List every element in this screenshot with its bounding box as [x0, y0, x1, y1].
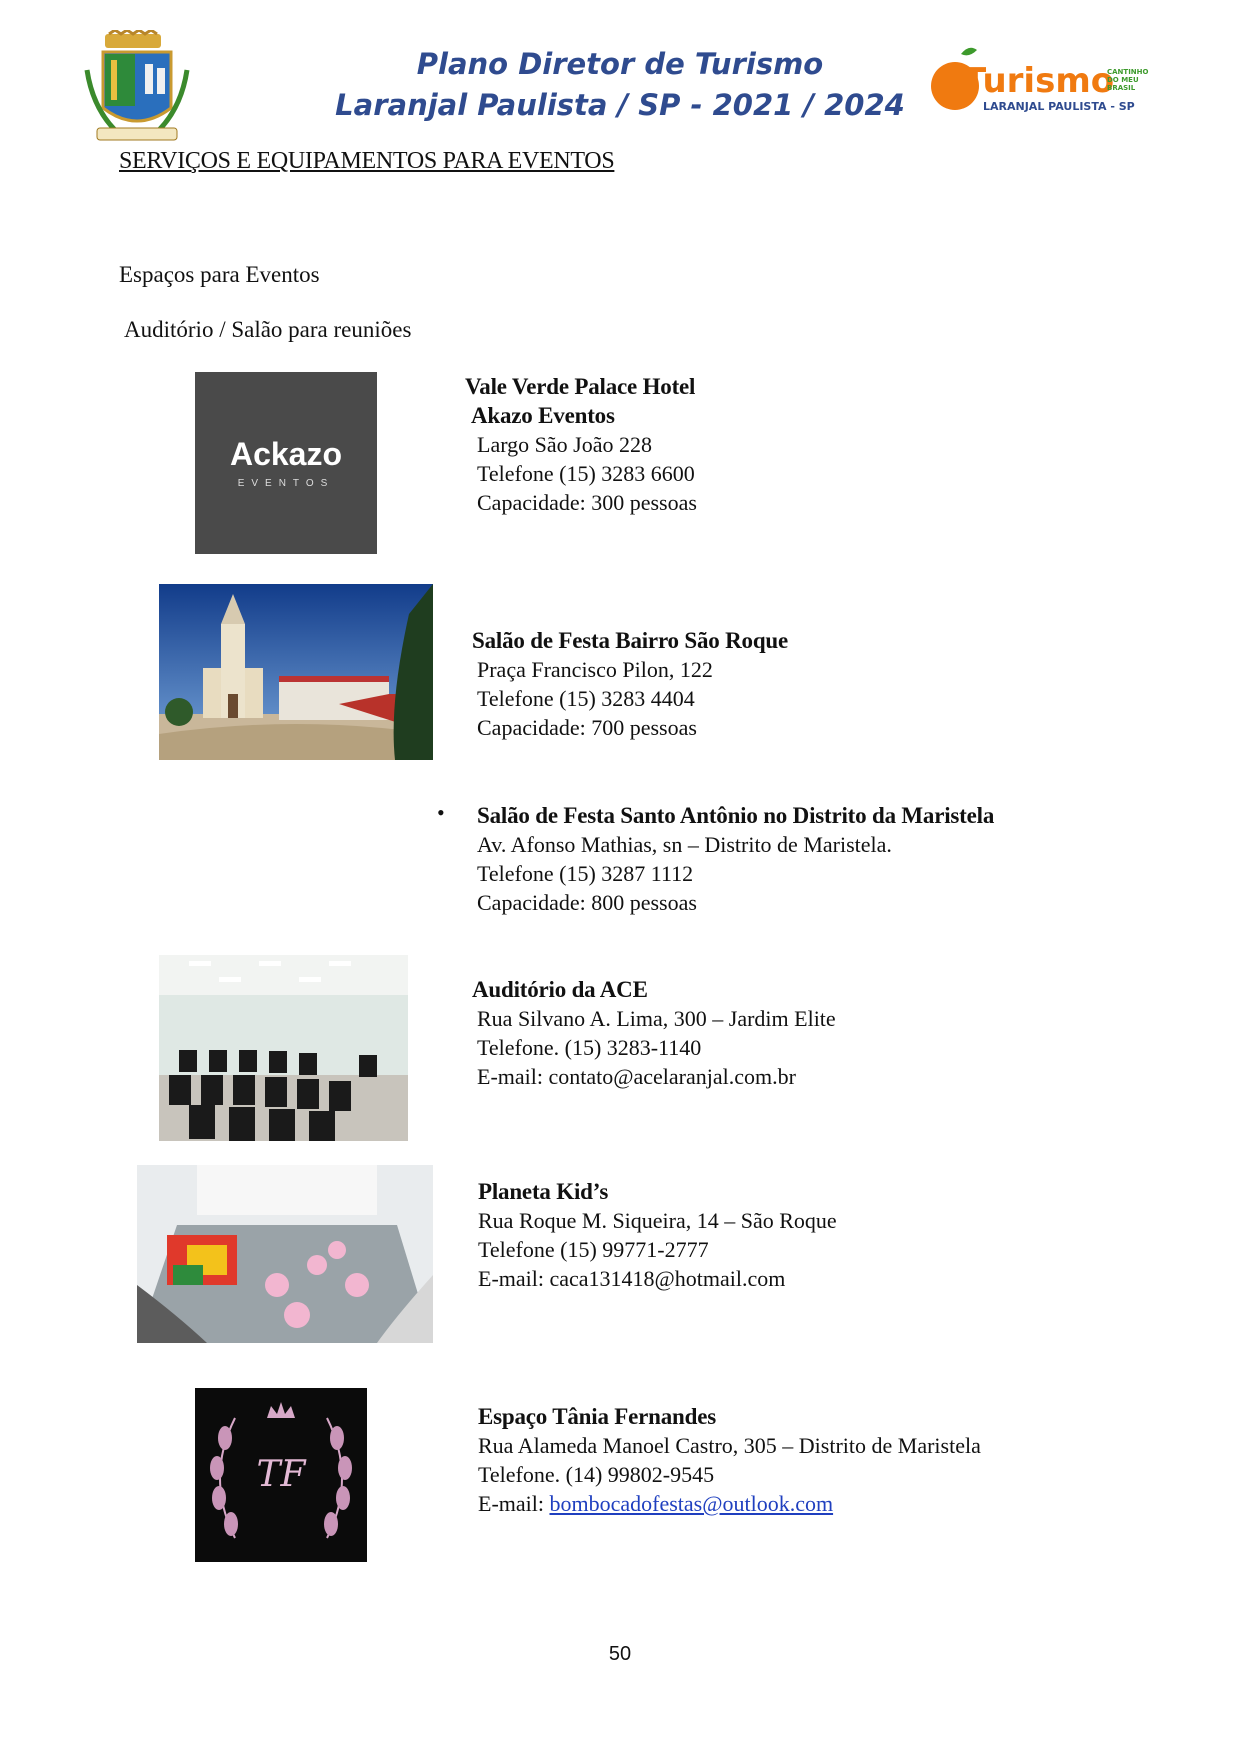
entry-email: E-mail: contato@acelaranjal.com.br	[477, 1064, 796, 1089]
entry-sao-roque	[472, 626, 788, 742]
entry-capacity: Capacidade: 300 pessoas	[477, 490, 697, 515]
entry-name: Salão de Festa Santo Antônio no Distrito da Maristela	[477, 803, 995, 828]
ackazo-logo-image	[195, 372, 377, 554]
entry-capacity: Capacidade: 800 pessoas	[477, 890, 697, 915]
document-header-title	[300, 44, 940, 126]
entry-santo-antonio	[477, 801, 994, 917]
ackazo-logo-text: Ackazo	[229, 436, 343, 472]
entry-vale-verde	[465, 372, 697, 517]
entry-email-line	[478, 1489, 981, 1518]
entry-tania-fernandes	[478, 1402, 981, 1518]
entry-phone: Telefone (15) 3283 6600	[477, 461, 695, 486]
entry-address: Largo São João 228	[477, 432, 652, 457]
turismo-logo-tag3: BRASIL	[1107, 84, 1136, 92]
entry-name: Auditório da ACE	[472, 977, 648, 1002]
entry-email: E-mail: caca131418@hotmail.com	[478, 1266, 786, 1291]
entry-name: Espaço Tânia Fernandes	[478, 1404, 716, 1429]
entry-phone: Telefone. (14) 99802-9545	[478, 1462, 715, 1487]
entry-address: Rua Roque M. Siqueira, 14 – São Roque	[478, 1208, 837, 1233]
entry-capacity: Capacidade: 700 pessoas	[477, 715, 697, 740]
turismo-logo-tag1: CANTINHO	[1107, 68, 1149, 76]
section-title: SERVIÇOS E EQUIPAMENTOS PARA EVENTOS	[119, 148, 615, 174]
entry-address: Av. Afonso Mathias, sn – Distrito de Maristela.	[477, 832, 892, 857]
email-link[interactable]: bombocadofestas@outlook.com	[549, 1491, 834, 1516]
entry-name: Vale Verde Palace Hotel	[465, 374, 696, 399]
planeta-kids-photo	[137, 1165, 433, 1343]
entry-name: Planeta Kid’s	[478, 1179, 609, 1204]
subheading-espacos: Espaços para Eventos	[119, 262, 320, 287]
turismo-logo-tag2: DO MEU	[1107, 76, 1139, 84]
entry-ace	[472, 975, 836, 1091]
entry-address: Praça Francisco Pilon, 122	[477, 657, 713, 682]
entry-address: Rua Alameda Manoel Castro, 305 – Distrito de Maristela	[478, 1433, 981, 1458]
turismo-logo-word: Turismo	[963, 61, 1115, 101]
entry-phone: Telefone (15) 3283 4404	[477, 686, 695, 711]
entry-phone: Telefone (15) 3287 1112	[477, 861, 694, 886]
entry-subname: Akazo Eventos	[471, 403, 615, 428]
entry-phone: Telefone (15) 99771-2777	[478, 1237, 709, 1262]
entry-address: Rua Silvano A. Lima, 300 – Jardim Elite	[477, 1006, 836, 1031]
turismo-logo-city: LARANJAL PAULISTA - SP	[983, 100, 1135, 113]
entry-phone: Telefone. (15) 3283-1140	[477, 1035, 702, 1060]
entry-planeta-kids	[478, 1177, 837, 1293]
list-bullet: •	[437, 800, 445, 825]
ackazo-logo-subtext: EVENTOS	[237, 478, 335, 489]
header-title-line2: Laranjal Paulista / SP - 2021 / 2024	[335, 88, 905, 122]
sao-roque-church-photo	[159, 584, 433, 760]
turismo-logo	[925, 40, 1155, 120]
ace-auditorium-photo	[159, 955, 408, 1141]
header-title-line1: Plano Diretor de Turismo	[416, 47, 824, 81]
tania-fernandes-logo-image	[195, 1388, 367, 1562]
coat-of-arms-logo	[83, 30, 191, 148]
tf-monogram-text: TF	[256, 1454, 306, 1495]
entry-name: Salão de Festa Bairro São Roque	[472, 628, 789, 653]
email-label: E-mail:	[478, 1491, 550, 1516]
page-number: 50	[608, 1643, 632, 1665]
subheading-auditorio: Auditório / Salão para reuniões	[124, 317, 412, 342]
